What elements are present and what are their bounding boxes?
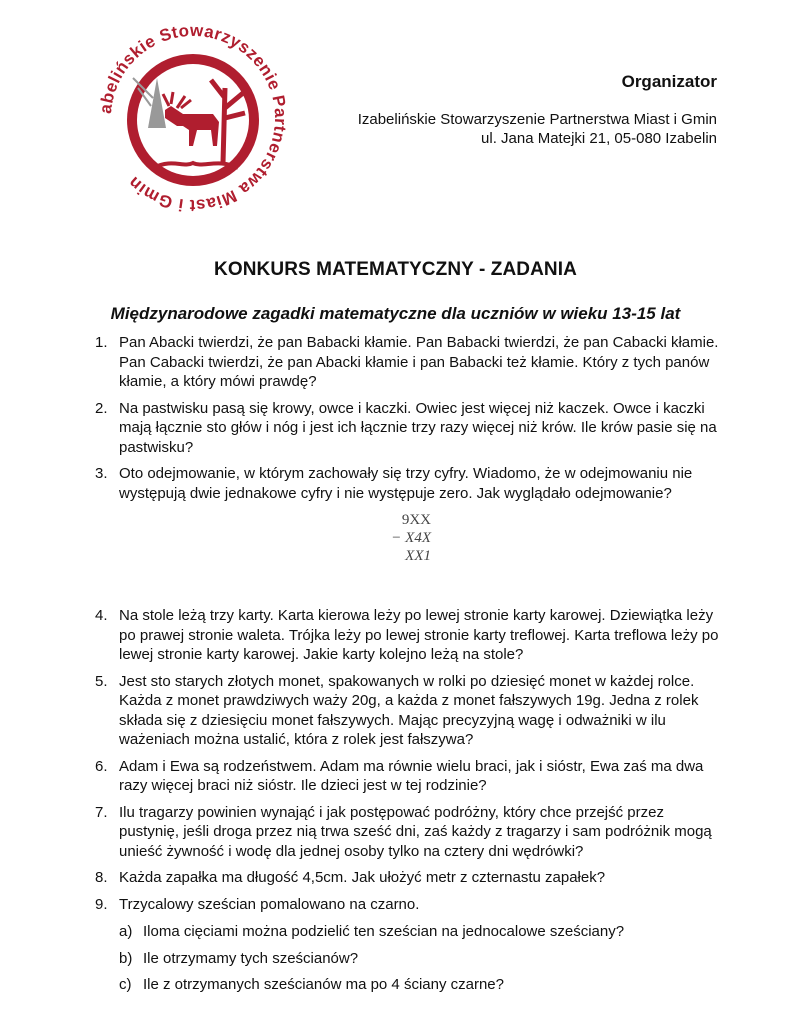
subtraction-line-2: − X4X <box>391 530 431 546</box>
subtraction-line-1: 9XX <box>401 512 431 528</box>
page-subtitle: Międzynarodowe zagadki matematyczne dla uczniów w wieku 13-15 lat <box>110 304 681 323</box>
task-item <box>95 464 725 599</box>
subtraction-line-3: XX1 <box>405 548 431 564</box>
subtask-item <box>119 975 725 995</box>
task-item <box>95 672 725 750</box>
task-item <box>95 895 725 1002</box>
task-number: 6. <box>95 757 108 775</box>
task-text: Ilu tragarzy powinien wynająć i jak postępować podróżny, który chce przejść przez pustynię, jeśli droga przez nią trwa sześć dni, zaś każdy z tragarzy i sam podróżnik mogą unieść żywność i wodę dla jednej osoby tylko na cztery dni wędrówki? <box>119 803 712 860</box>
organizer-heading: Organizator <box>621 72 717 91</box>
task-item <box>95 606 725 665</box>
subtask-letter: c) <box>119 976 132 993</box>
task-item <box>95 868 725 888</box>
subtask-item <box>119 922 725 942</box>
task-item <box>95 757 725 796</box>
page-title: KONKURS MATEMATYCZNY - ZADANIA <box>214 259 577 280</box>
task-text: Na stole leżą trzy karty. Karta kierowa leży po lewej stronie karty karowej. Dziewiątka leży po prawej stronie waleta. Trójka leży po lewej stronie karty treflowej. Karta treflowa leży po lewej stronie karty karowej. Jakie karty kolejno leżą na stole? <box>119 607 719 663</box>
task-number: 5. <box>95 672 108 690</box>
task-text: Trzycalowy sześcian pomalowano na czarno. <box>119 895 420 913</box>
task-number: 7. <box>95 803 108 821</box>
subtask-letter: a) <box>119 923 133 940</box>
subtask-list <box>119 922 725 995</box>
task-text: Oto odejmowanie, w którym zachowały się trzy cyfry. Wiadomo, że w odejmowaniu nie występują dwie jednakowe cyfry i nie występuje zero. Jak wyglądało odejmowanie? <box>119 465 693 502</box>
organizer-block <box>358 72 717 148</box>
subtask-text: Ile otrzymamy tych sześcianów? <box>143 949 359 967</box>
subtraction-puzzle <box>119 511 725 571</box>
subtask-item <box>119 949 725 969</box>
task-number: 8. <box>95 869 108 886</box>
task-text: Pan Abacki twierdzi, że pan Babacki kłamie. Pan Babacki twierdzi, że pan Cabacki kłamie. Pan Cabacki twierdzi, że pan Abacki kłamie i pan Babacki też kłamie. Który z tych panów kłamie, a który mówi prawdę? <box>119 334 719 390</box>
task-item <box>95 803 725 862</box>
task-text: Jest sto starych złotych monet, spakowanych w rolki po dziesięć monet w każdej rolce. Każda z monet prawdziwych waży 20g, a każda z monet fałszywych 19g. Jedna z rolek składa się z dziesięciu monet fałszywych. Mając precyzyjną wagę i odważniki w ilu ważeniach można ustalić, która z rolek jest fałszywa? <box>119 672 699 748</box>
task-number: 1. <box>95 334 108 351</box>
task-item <box>95 333 725 392</box>
logo-ring-text: abelińskie Stowarzyszenie Partnerstwa Miast i Gmin <box>96 20 291 216</box>
task-text: Na pastwisku pasą się krowy, owce i kaczki. Owiec jest więcej niż kaczek. Owce i kaczki mają łącznie sto głów i nóg i jest ich łącznie trzy razy więcej niż krów. Ile krów pasie się na pastwisku? <box>119 399 717 456</box>
task-number: 9. <box>95 895 108 913</box>
task-item <box>95 399 725 458</box>
subtask-text: Iloma cięciami można podzielić ten sześcian na jednocalowe sześciany? <box>143 923 625 940</box>
task-number: 4. <box>95 607 108 624</box>
moose-emblem-icon <box>93 18 293 218</box>
organizer-name: Izabelińskie Stowarzyszenie Partnerstwa Miast i Gmin <box>357 111 717 128</box>
task-text: Adam i Ewa są rodzeństwem. Adam ma równie wielu braci, jak i sióstr, Ewa zaś ma dwa razy więcej braci niż sióstr. Ile dzieci jest w tej rodzinie? <box>119 757 704 794</box>
subtask-text: Ile z otrzymanych sześcianów ma po 4 ściany czarne? <box>143 976 504 993</box>
organizer-address: ul. Jana Matejki 21, 05-080 Izabelin <box>481 130 717 147</box>
task-number: 3. <box>95 465 108 482</box>
association-logo <box>93 18 293 218</box>
task-number: 2. <box>95 399 108 417</box>
subtask-letter: b) <box>119 949 133 967</box>
task-text: Każda zapałka ma długość 4,5cm. Jak ułożyć metr z czternastu zapałek? <box>119 869 606 886</box>
task-list <box>95 333 725 1009</box>
